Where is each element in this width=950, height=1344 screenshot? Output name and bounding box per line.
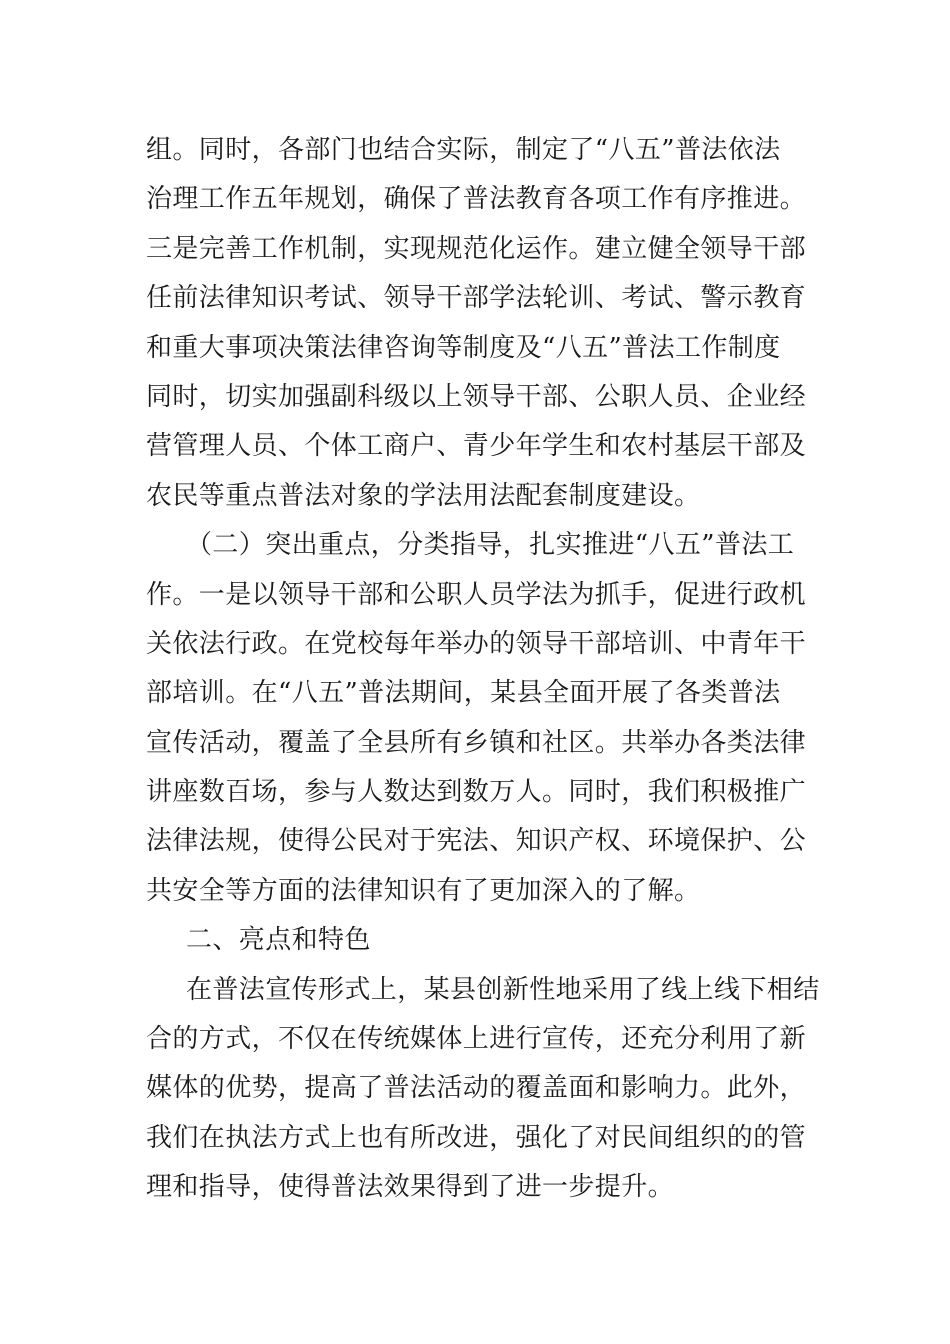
text-line: 共安全等方面的法律知识有了更加深入的了解。 [146, 875, 701, 906]
text-line: 理和指导，使得普法效果得到了进一步提升。 [146, 1172, 675, 1203]
text-line: 治理工作五年规划，确保了普法教育各项工作有序推进。 [146, 184, 807, 215]
text-line: 关依法行政。在党校每年举办的领导干部培训、中青年干 [146, 628, 807, 659]
text-line: 在普法宣传形式上，某县创新性地采用了线上线下相结 [186, 974, 820, 1005]
text-line: 任前法律知识考试、领导干部学法轮训、考试、警示教育 [146, 283, 807, 314]
text-line: 讲座数百场，参与人数达到数万人。同时，我们积极推广 [146, 777, 807, 808]
text-line: 组。同时，各部门也结合实际，制定了“八五”普法依法 [146, 135, 781, 165]
text-line: 媒体的优势，提高了普法活动的覆盖面和影响力。此外， [146, 1073, 807, 1104]
text-line: 作。一是以领导干部和公职人员学法为抓手，促进行政机 [146, 579, 807, 610]
text-line: 农民等重点普法对象的学法用法配套制度建设。 [146, 480, 701, 511]
text-line: 法律法规，使得公民对于宪法、知识产权、环境保护、公 [146, 826, 807, 857]
text-line: 营管理人员、个体工商户、青少年学生和农村基层干部及 [146, 431, 807, 462]
paragraph-heading-line: （二）突出重点，分类指导，扎实推进“八五”普法工 [186, 530, 795, 561]
section-heading: 二、亮点和特色 [186, 925, 371, 956]
text-line: 我们在执法方式上也有所改进，强化了对民间组织的的管 [146, 1122, 807, 1153]
text-line: 宣传活动，覆盖了全县所有乡镇和社区。共举办各类法律 [146, 727, 807, 758]
text-line: 和重大事项决策法律咨询等制度及“八五”普法工作制度 [146, 332, 781, 363]
body-text [146, 126, 820, 1213]
text-line: 部培训。在“八五”普法期间，某县全面开展了各类普法 [146, 678, 781, 709]
text-line: 三是完善工作机制，实现规范化运作。建立健全领导干部 [146, 233, 807, 264]
text-line: 合的方式，不仅在传统媒体上进行宣传，还充分利用了新 [146, 1024, 807, 1055]
text-line: 同时，切实加强副科级以上领导干部、公职人员、企业经 [146, 381, 807, 412]
